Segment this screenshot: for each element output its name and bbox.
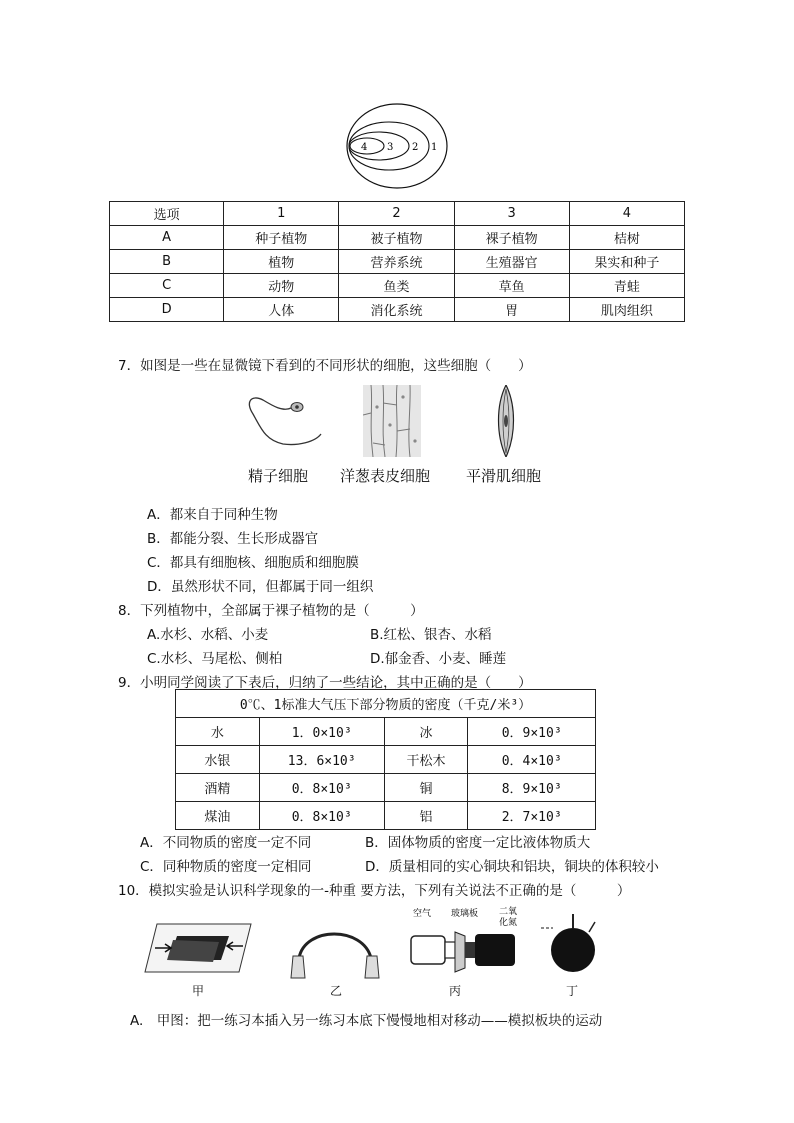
table-cell: 水 <box>176 718 260 746</box>
table-cell: 种子植物 <box>224 226 339 250</box>
table-cell: 煤油 <box>176 802 260 830</box>
diagram-label-1: 1 <box>431 142 438 153</box>
table-cell: 0．8×10³ <box>259 802 384 830</box>
smooth-muscle-cell-image <box>494 385 518 457</box>
q7-stem: 7．如图是一些在显微镜下看到的不同形状的细胞，这些细胞（ ） <box>118 358 532 374</box>
table-cell: 干松木 <box>384 746 468 774</box>
table-cell: 裸子植物 <box>454 226 569 250</box>
table-row <box>176 774 596 802</box>
table-cell: 动物 <box>224 274 339 298</box>
table-cell: 1．0×10³ <box>259 718 384 746</box>
table-row <box>110 298 685 322</box>
table-cell: 被子植物 <box>339 226 454 250</box>
q8-option-a: A.水杉、水稻、小麦 <box>147 627 269 643</box>
figure-label-ding: 丁 <box>566 984 579 998</box>
figure-ding-ball <box>537 912 607 976</box>
figure-label-bing: 丙 <box>449 984 462 998</box>
table-header: 3 <box>454 202 569 226</box>
table-header: 2 <box>339 202 454 226</box>
table-cell: 0．9×10³ <box>468 718 596 746</box>
table-header: 选项 <box>110 202 224 226</box>
table-cell: 生殖器官 <box>454 250 569 274</box>
density-table-title: 0℃、1标准大气压下部分物质的密度（千克/米³） <box>176 690 596 718</box>
table-cell: 水银 <box>176 746 260 774</box>
density-table <box>175 689 596 830</box>
table-cell: 肌肉组织 <box>569 298 684 322</box>
q7-option-c: C．都具有细胞核、细胞质和细胞膜 <box>147 555 359 571</box>
table-cell: A <box>110 226 224 250</box>
q8-option-b: B.红松、银杏、水稻 <box>370 627 492 643</box>
table-cell: 铜 <box>384 774 468 802</box>
table-cell: 0．8×10³ <box>259 774 384 802</box>
table-row <box>176 718 596 746</box>
options-table <box>109 201 685 322</box>
figure-bing-gas-bottles <box>407 906 525 978</box>
table-cell: 消化系统 <box>339 298 454 322</box>
sperm-cell-image <box>243 390 323 450</box>
table-cell: 人体 <box>224 298 339 322</box>
table-row <box>176 802 596 830</box>
table-cell: 冰 <box>384 718 468 746</box>
q9-stem: 9．小明同学阅读了下表后，归纳了一些结论，其中正确的是（ ） <box>118 675 532 691</box>
table-cell: 13．6×10³ <box>259 746 384 774</box>
diagram-label-2: 2 <box>412 142 419 153</box>
q8-option-c: C.水杉、马尾松、侧柏 <box>147 651 283 667</box>
label-air: 空气 <box>413 909 432 919</box>
q10-stem: 10．模拟实验是认识科学现象的一-种重 要方法，下列有关说法不正确的是（ ） <box>118 883 631 899</box>
table-cell: 植物 <box>224 250 339 274</box>
table-cell: 桔树 <box>569 226 684 250</box>
diagram-label-3: 3 <box>387 142 394 153</box>
table-row <box>110 274 685 298</box>
q8-option-d: D.郁金香、小麦、睡莲 <box>370 651 507 667</box>
caption-onion-cell: 洋葱表皮细胞 <box>340 467 431 485</box>
caption-muscle-cell: 平滑肌细胞 <box>466 467 542 485</box>
table-cell: 0．4×10³ <box>468 746 596 774</box>
table-cell: 胃 <box>454 298 569 322</box>
q8-stem: 8．下列植物中，全部属于裸子植物的是（ ） <box>118 603 424 619</box>
table-cell: 酒精 <box>176 774 260 802</box>
label-nitrogen-dioxide-1: 二氧 <box>499 907 518 917</box>
table-cell: 草鱼 <box>454 274 569 298</box>
q7-option-d: D．虽然形状不同，但都属于同一组织 <box>147 579 374 595</box>
figure-jia-notebooks <box>143 920 253 976</box>
q7-option-b: B．都能分裂、生长形成器官 <box>147 531 319 547</box>
q9-option-c: C．同种物质的密度一定相同 <box>140 859 312 875</box>
diagram-label-4: 4 <box>361 142 368 153</box>
table-cell: 2．7×10³ <box>468 802 596 830</box>
figure-yi-rope <box>285 920 385 980</box>
table-header: 4 <box>569 202 684 226</box>
q9-option-b: B．固体物质的密度一定比液体物质大 <box>365 835 591 851</box>
table-header: 1 <box>224 202 339 226</box>
table-cell: D <box>110 298 224 322</box>
figure-label-jia: 甲 <box>192 984 205 998</box>
table-cell: 果实和种子 <box>569 250 684 274</box>
concept-diagram <box>345 102 450 190</box>
caption-sperm-cell: 精子细胞 <box>248 467 309 485</box>
table-cell: 铝 <box>384 802 468 830</box>
table-row <box>110 226 685 250</box>
label-glass-plate: 玻璃板 <box>451 909 479 919</box>
q9-option-a: A．不同物质的密度一定不同 <box>140 835 312 851</box>
table-cell: 营养系统 <box>339 250 454 274</box>
table-cell: 8．9×10³ <box>468 774 596 802</box>
table-cell: B <box>110 250 224 274</box>
q9-option-d: D．质量相同的实心铜块和铝块，铜块的体积较小 <box>365 859 659 875</box>
table-row <box>176 746 596 774</box>
table-cell: 鱼类 <box>339 274 454 298</box>
label-nitrogen-dioxide-2: 化氮 <box>499 918 518 928</box>
q10-option-a: A. 甲图：把一练习本插入另一练习本底下慢慢地相对移动——模拟板块的运动 <box>130 1013 603 1029</box>
figure-label-yi: 乙 <box>330 984 343 998</box>
q7-option-a: A．都来自于同种生物 <box>147 507 278 523</box>
table-cell: C <box>110 274 224 298</box>
table-cell: 青蛙 <box>569 274 684 298</box>
onion-epidermis-image <box>363 385 421 457</box>
table-row <box>110 250 685 274</box>
